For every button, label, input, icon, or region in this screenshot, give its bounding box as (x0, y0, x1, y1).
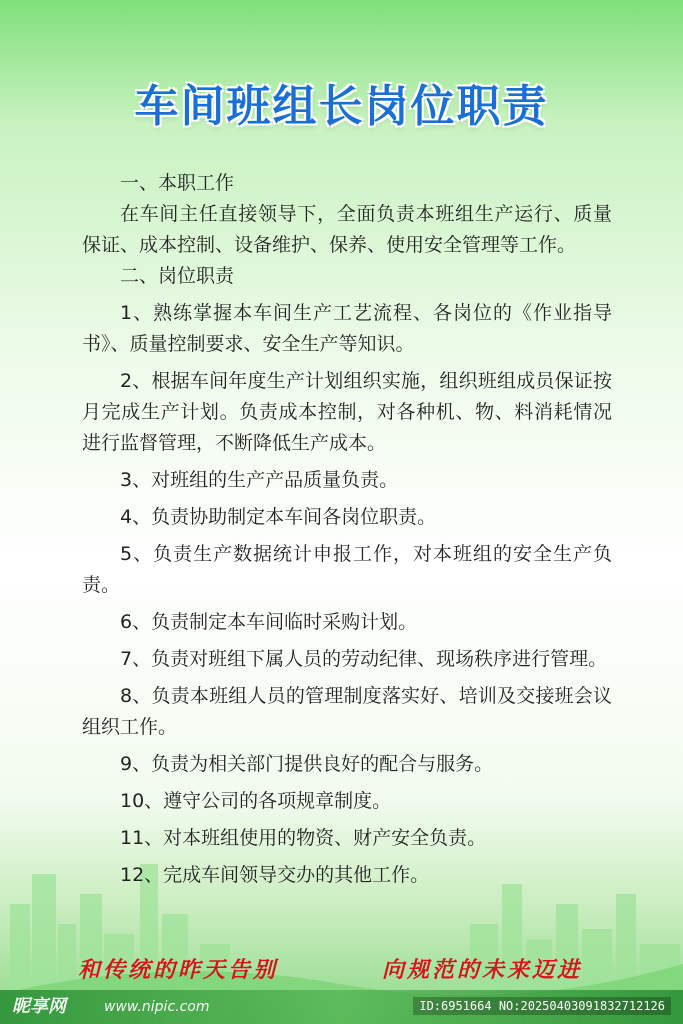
list-item: 5、负责生产数据统计申报工作，对本班组的安全生产负责。 (82, 543, 612, 596)
section-heading: 一、本职工作 (120, 172, 235, 194)
list-item: 7、负责对班组下属人员的劳动纪律、现场秩序进行管理。 (120, 648, 608, 670)
watermark-id: ID:6951664 NO:20250403091832712126 (413, 997, 671, 1015)
section-heading: 二、岗位职责 (120, 265, 235, 287)
list-item: 11、对本班组使用的物资、财产安全负责。 (120, 827, 487, 849)
list-item: 1、熟练掌握本车间生产工艺流程、各岗位的《作业指导书》、质量控制要求、安全生产等知识。 (82, 302, 612, 355)
document-body (82, 168, 612, 891)
list-item: 12、完成车间领导交办的其他工作。 (120, 864, 430, 886)
paragraph: 在车间主任直接领导下，全面负责本班组生产运行、质量保证、成本控制、设备维护、保养、使用安全管理等工作。 (82, 203, 612, 256)
list-item: 10、遵守公司的各项规章制度。 (120, 790, 392, 812)
list-item: 6、负责制定本车间临时采购计划。 (120, 611, 418, 633)
slogan-right: 向规范的未来迈进 (382, 957, 583, 983)
list-item: 2、根据车间年度生产计划组织实施，组织班组成员保证按月完成生产计划。负责成本控制，对各种机、物、料消耗情况进行监督管理，不断降低生产成本。 (82, 370, 612, 454)
watermark-url: www.nipic.com (104, 999, 210, 1015)
watermark-logo: 昵享网 (12, 996, 66, 1017)
list-item: 9、负责为相关部门提供良好的配合与服务。 (120, 753, 494, 775)
page-title: 车间班组长岗位职责 (134, 81, 549, 132)
list-item: 4、负责协助制定本车间各岗位职责。 (120, 506, 437, 528)
slogan-left: 和传统的昨天告别 (78, 957, 279, 983)
list-item: 3、对班组的生产产品质量负责。 (120, 469, 399, 491)
list-item: 8、负责本班组人员的管理制度落实好、培训及交接班会议组织工作。 (82, 685, 612, 738)
